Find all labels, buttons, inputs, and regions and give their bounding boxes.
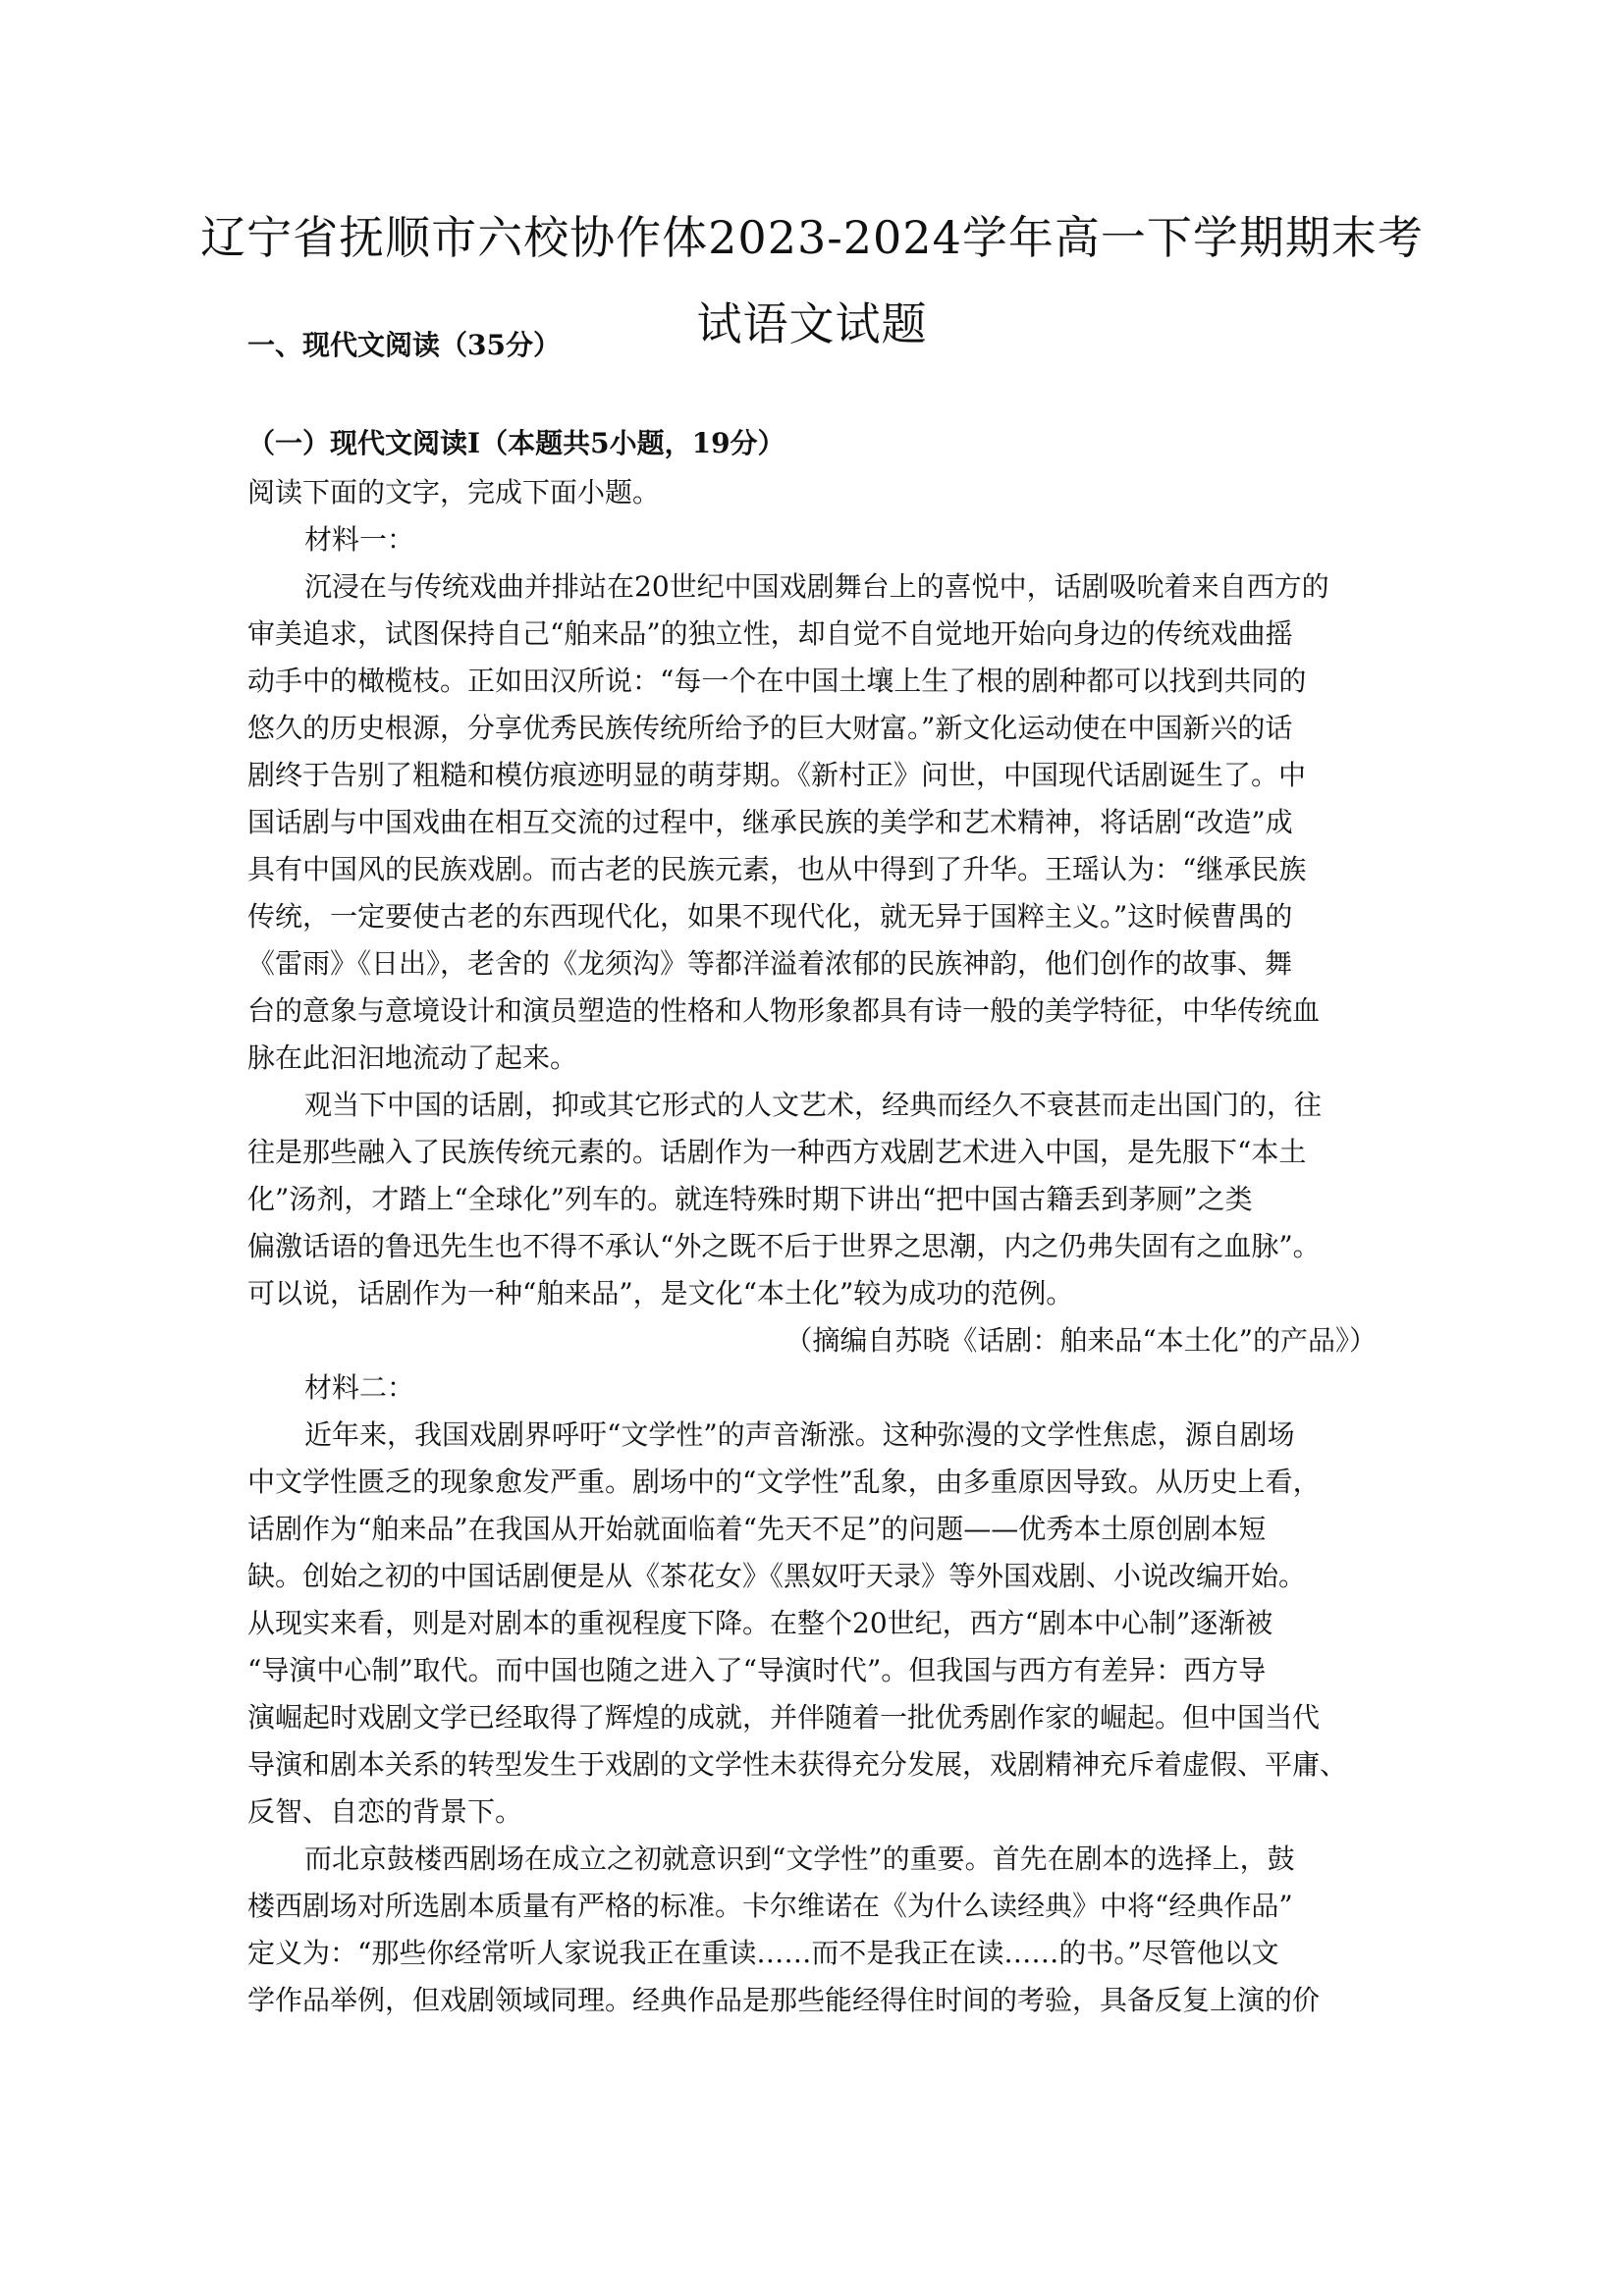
material1-line: 国话剧与中国戏曲在相互交流的过程中，继承民族的美学和艺术精神，将话剧“改造”成 (247, 806, 1293, 838)
material1-line: 偏激话语的鲁迅先生也不得不承认“外之既不后于世界之思潮，内之仍弗失固有之血脉”。 (247, 1230, 1321, 1262)
material2-line: “导演中心制”取代。而中国也随之进入了“导演时代”。但我国与西方有差异：西方导 (247, 1654, 1267, 1686)
material2-line: 学作品举例，但戏剧领域同理。经典作品是那些能经得住时间的考验，具备反复上演的价 (247, 1984, 1321, 2016)
page-title-line-2: 试语文试题 (696, 297, 928, 350)
material2-line: 导演和剧本关系的转型发生于戏剧的文学性未获得充分发展，戏剧精神充斥着虚假、平庸、 (247, 1748, 1348, 1781)
subsection-heading: （一）现代文阅读Ⅰ（本题共5小题，19分） (247, 427, 785, 459)
material2-line: 话剧作为“舶来品”在我国从开始就面临着“先天不足”的问题——优秀本土原创剧本短 (247, 1513, 1267, 1545)
material2-line: 缺。创始之初的中国话剧便是从《茶花女》《黑奴吁天录》等外国戏剧、小说改编开始。 (247, 1560, 1307, 1592)
material1-line: 悠久的历史根源，分享优秀民族传统所给予的巨大财富。”新文化运动使在中国新兴的话 (247, 712, 1293, 744)
material2-line: 反智、自恋的背景下。 (247, 1795, 523, 1828)
material1-line: 沉浸在与传统戏曲并排站在20世纪中国戏剧舞台上的喜悦中，话剧吸吮着来自西方的 (304, 570, 1329, 603)
material2-line: 楼西剧场对所选剧本质量有严格的标准。卡尔维诺在《为什么读经典》中将“经典作品” (247, 1890, 1293, 1922)
material1-line: 台的意象与意境设计和演员塑造的性格和人物形象都具有诗一般的美学特征，中华传统血 (247, 994, 1321, 1027)
section-heading: 一、现代文阅读（35分） (247, 329, 561, 361)
material1-line: 动手中的橄榄枝。正如田汉所说：“每一个在中国土壤上生了根的剧种都可以找到共同的 (247, 665, 1307, 697)
material1-line: 化”汤剂，才踏上“全球化”列车的。就连特殊时期下讲出“把中国古籍丢到茅厕”之类 (247, 1183, 1253, 1215)
material1-line: 可以说，话剧作为一种“舶来品”，是文化“本土化”较为成功的范例。 (247, 1277, 1074, 1309)
material2-label: 材料二： (304, 1371, 415, 1404)
instruction-text: 阅读下面的文字，完成下面小题。 (247, 476, 661, 508)
material1-line: 《雷雨》《日出》，老舍的《龙须沟》等都洋溢着浓郁的民族神韵，他们创作的故事、舞 (247, 947, 1293, 980)
material1-line: 往是那些融入了民族传统元素的。话剧作为一种西方戏剧艺术进入中国，是先服下“本土 (247, 1136, 1307, 1168)
material2-line: 演崛起时戏剧文学已经取得了辉煌的成就，并伴随着一批优秀剧作家的崛起。但中国当代 (247, 1701, 1321, 1734)
material1-line: 具有中国风的民族戏剧。而古老的民族元素，也从中得到了升华。王瑶认为：“继承民族 (247, 853, 1307, 885)
material1-line: 脉在此汩汩地流动了起来。 (247, 1041, 578, 1074)
material2-line: 从现实来看，则是对剧本的重视程度下降。在整个20世纪，西方“剧本中心制”逐渐被 (247, 1607, 1273, 1639)
material1-line: 审美追求，试图保持自己“舶来品”的独立性，却自觉不自觉地开始向身边的传统戏曲摇 (247, 617, 1293, 650)
material2-line: 中文学性匮乏的现象愈发严重。剧场中的“文学性”乱象，由多重原因导致。从历史上看， (247, 1466, 1321, 1498)
material1-line: 传统，一定要使古老的东西现代化，如果不现代化，就无异于国粹主义。”这时候曹禺的 (247, 900, 1293, 933)
page-title-line-1: 辽宁省抚顺市六校协作体2023-2024学年高一下学期期末考 (200, 211, 1424, 264)
material1-label: 材料一： (304, 523, 415, 556)
material2-line: 定义为：“那些你经常听人家说我正在重读……而不是我正在读……的书。”尽管他以文 (247, 1937, 1279, 1969)
material1-line: 剧终于告别了粗糙和模仿痕迹明显的萌芽期。《新村正》问世，中国现代话剧诞生了。中 (247, 759, 1307, 791)
material2-line: 近年来，我国戏剧界呼吁“文学性”的声音渐涨。这种弥漫的文学性焦虑，源自剧场 (304, 1418, 1295, 1451)
material1-source: （摘编自苏晓《话剧：舶来品“本土化”的产品》） (785, 1324, 1377, 1357)
material2-line: 而北京鼓楼西剧场在成立之初就意识到“文学性”的重要。首先在剧本的选择上，鼓 (304, 1842, 1295, 1875)
material1-line: 观当下中国的话剧，抑或其它形式的人文艺术，经典而经久不衰甚而走出国门的，往 (304, 1089, 1323, 1121)
